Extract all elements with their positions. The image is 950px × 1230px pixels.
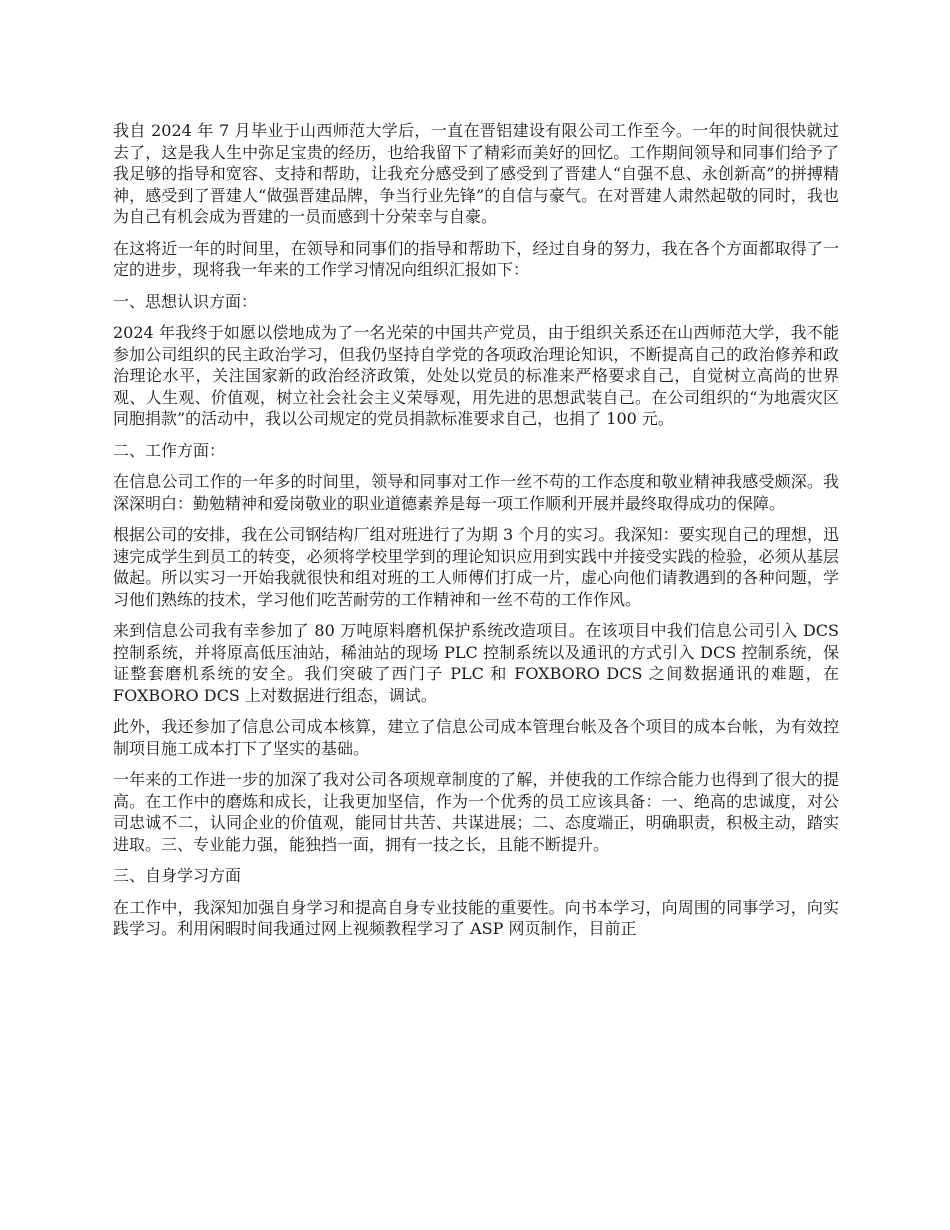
- paragraph-ideology: 2024 年我终于如愿以偿地成为了一名光荣的中国共产党员，由于组织关系还在山西师范大学，我不能参加公司组织的民主政治学习，但我仍坚持自学党的各项政治理论知识，不断提高自己的政治修养和政治理论水平，关注国家新的政治经济政策，处处以党员的标准来严格要求自己，自觉树立高尚的世界观、人生观、价值观，树立社会社会主义荣辱观，用先进的思想武装自己。在公司组织的“为地震灾区同胞捐款”的活动中，我以公司规定的党员捐款标准要求自己，也捐了 100 元。: [113, 323, 839, 428]
- paragraph-dcs-project: 来到信息公司我有幸参加了 80 万吨原料磨机保护系统改造项目。在该项目中我们信息公司引入 DCS 控制系统，并将原高低压油站，稀油站的现场 PLC 控制系统以及通讯的方式引入 DCS 控制系统，保证整套磨机系统的安全。我们突破了西门子 PLC 和 FOXBORO DCS 之间数据通讯的难题，在 FOXBORO DCS 上对数据进行组态，调试。: [113, 621, 839, 705]
- section-heading-work: 二、工作方面：: [113, 440, 226, 460]
- section-heading-ideology: 一、思想认识方面：: [113, 291, 258, 311]
- paragraph-summary-intro: 在这将近一年的时间里，在领导和同事们的指导和帮助下，经过自身的努力，我在各个方面都取得了一定的进步，现将我一年来的工作学习情况向组织汇报如下：: [113, 238, 839, 279]
- paragraph-cost-accounting: 此外，我还参加了信息公司成本核算，建立了信息公司成本管理台帐及各个项目的成本台帐，为有效控制项目施工成本打下了坚实的基础。: [113, 717, 839, 758]
- paragraph-work-summary: 一年来的工作进一步的加深了我对公司各项规章制度的了解，并使我的工作综合能力也得到了很大的提高。在工作中的磨炼和成长，让我更加坚信，作为一个优秀的员工应该具备：一、绝高的忠诚度，对公司忠诚不二，认同企业的价值观，能同甘共苦、共谋进展；二、态度端正，明确职责，积极主动，踏实进取。三、专业能力强，能独挡一面，拥有一技之长，且能不断提升。: [113, 770, 839, 854]
- paragraph-internship: 根据公司的安排，我在公司钢结构厂组对班进行了为期 3 个月的实习。我深知：要实现自己的理想，迅速完成学生到员工的转变，必须将学校里学到的理论知识应用到实践中并接受实践的检验，必须从基层做起。所以实习一开始我就很快和组对班的工人师傅们打成一片，虚心向他们请教遇到的各种问题，学习他们熟练的技术，学习他们吃苦耐劳的工作精神和一丝不苟的工作作风。: [113, 525, 839, 609]
- paragraph-work-attitude: 在信息公司工作的一年多的时间里，领导和同事对工作一丝不苟的工作态度和敬业精神我感受颇深。我深深明白：勤勉精神和爱岗敬业的职业道德素养是每一项工作顺利开展并最终取得成功的保障。: [113, 472, 839, 513]
- paragraph-self-study: 在工作中，我深知加强自身学习和提高自身专业技能的重要性。向书本学习，向周围的同事学习，向实践学习。利用闲暇时间我通过网上视频教程学习了 ASP 网页制作，目前正: [113, 897, 839, 938]
- section-heading-self-study: 三、自身学习方面: [113, 866, 242, 885]
- document-body: [113, 120, 839, 950]
- paragraph-intro: 我自 2024 年 7 月毕业于山西师范大学后，一直在晋铝建设有限公司工作至今。一年的时间很快就过去了，这是我人生中弥足宝贵的经历，也给我留下了精彩而美好的回忆。工作期间领导和同事们给予了我足够的指导和宽容、支持和帮助，让我充分感受到了感受到了晋建人“自强不息、永创新高”的拼搏精神，感受到了晋建人“做强晋建品牌，争当行业先锋”的自信与豪气。在对晋建人肃然起敬的同时，我也为自己有机会成为晋建的一员而感到十分荣幸与自豪。: [113, 121, 839, 226]
